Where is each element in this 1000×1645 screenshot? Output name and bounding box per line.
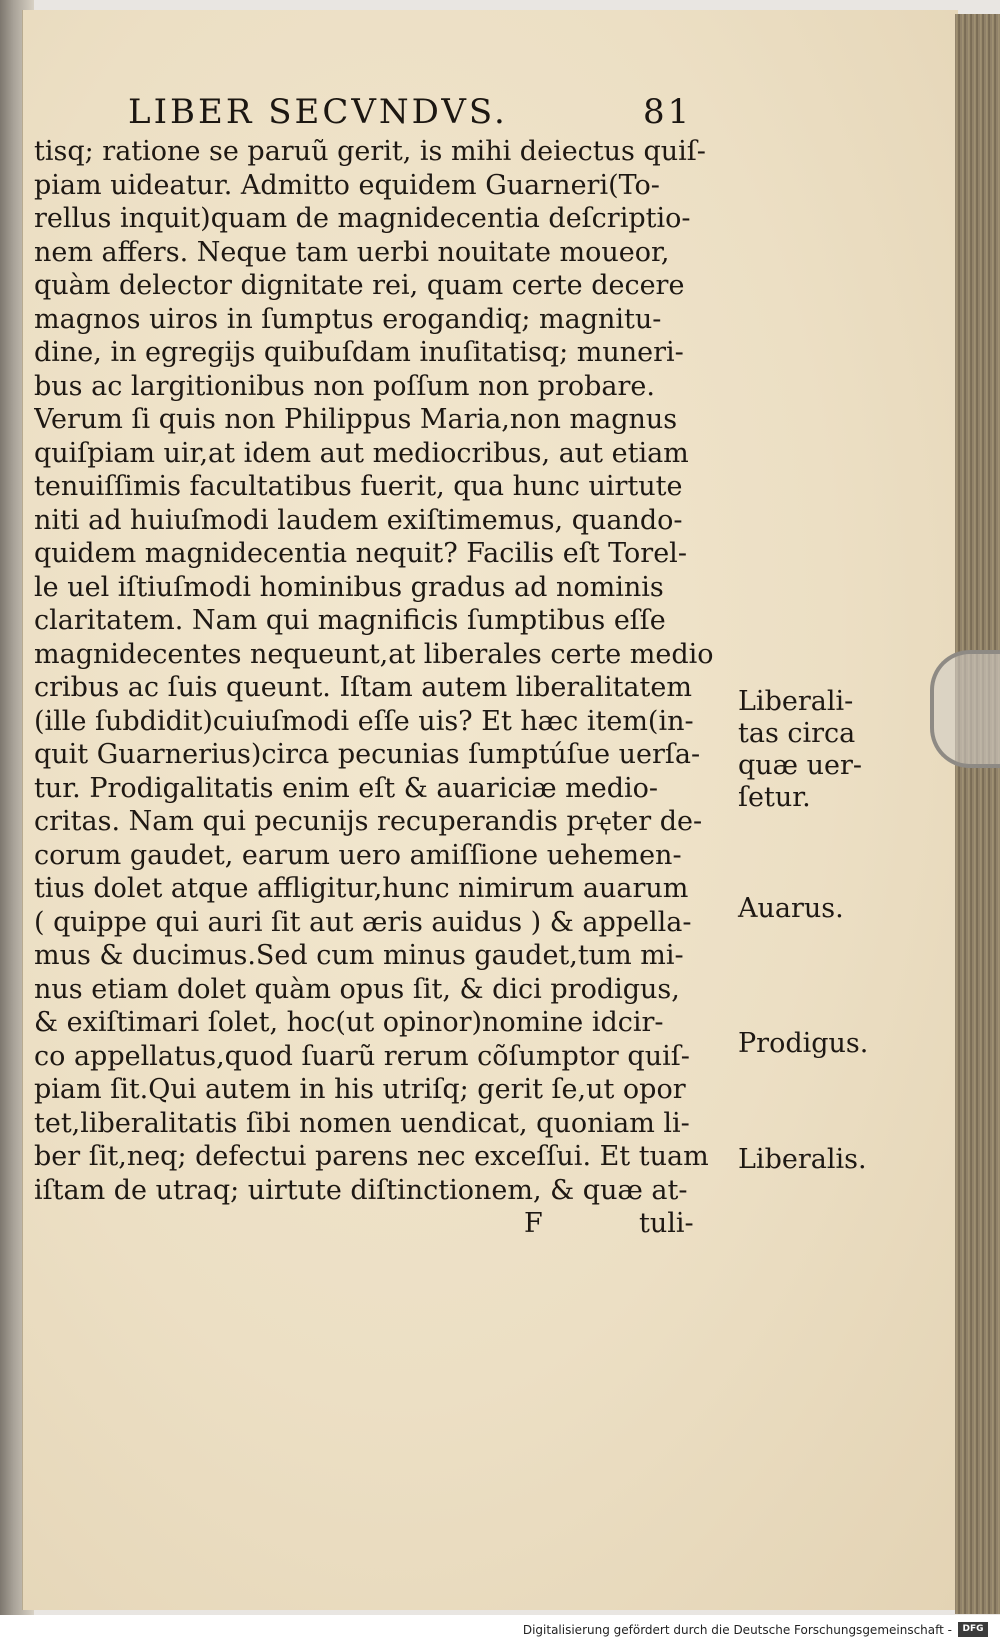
marginal-note-prodigus: Prodigus. [738,1028,869,1059]
text-line: mus & ducimus.Sed cum minus gaudet,tum mi- [34,940,684,971]
text-line: magnidecentes nequeunt,at liberales certe medio [34,638,714,670]
marginal-note-liberalis: Liberalis. [738,1144,867,1175]
marginal-line: quæ uer- [738,750,863,781]
marginal-note-auarus: Auarus. [738,893,844,924]
catchword: tuli- [639,1208,694,1239]
dfg-logo: DFG [958,1622,988,1637]
text-line: dine, in egregijs quibuſdam inuſitatisq; muneri- [34,337,684,368]
marginal-line: Liberali- [738,686,854,717]
marginal-line: ſetur. [738,782,811,813]
text-line: Verum ſi quis non Philippus Maria,non magnus [34,404,678,435]
text-line: magnos uiros in ſumptus erogandiq; magnitu- [34,303,662,335]
text-line: nus etiam dolet quàm opus ſit, & dici prodigus, [34,973,680,1005]
text-line: le uel iſtiuſmodi hominibus gradus ad nominis [34,571,664,603]
footer-bar [0,1615,1000,1645]
text-line: & exiſtimari ſolet, hoc(ut opinor)nomine idcir- [34,1007,664,1038]
page-edges [955,14,1000,1614]
text-line: iſtam de utraq; uirtute diſtinctionem, & quæ at- [34,1174,688,1206]
text-line: tur. Prodigalitatis enim eſt & auariciæ medio- [34,772,659,804]
text-line: tius dolet atque affligitur,hunc nimirum auarum [34,873,689,904]
book-clasp [930,650,1000,768]
text-line: quiſpiam uir,at idem aut mediocribus, aut etiam [34,437,689,469]
text-line: quit Guarnerius)circa pecunias ſumptúſue uerſa- [34,739,701,770]
text-line: piam ſit.Qui autem in his utriſq; gerit ſe,ut opor [34,1074,686,1105]
text-line: quidem magnidecentia nequit? Facilis eſt Torel- [34,538,687,569]
text-line: corum gaudet, earum uero amiſſione uehemen- [34,839,682,871]
running-title: LIBER SECVNDVS. [128,92,508,132]
text-line: piam uideatur. Admitto equidem Guarneri(To- [34,169,660,201]
text-line: tenuiſſimis facultatibus fuerit, qua hunc uirtute [34,471,683,502]
text-line: tet,liberalitatis ſibi nomen uendicat, quoniam li- [34,1107,690,1139]
digitization-credit: Digitalisierung gefördert durch die Deutsche Forschungsgemeinschaft - [522,1623,952,1637]
text-line: critas. Nam qui pecunijs recuperandis prҿter de- [34,806,703,837]
text-line: (ille ſubdidit)cuiuſmodi eſſe uis? Et hæc item(in- [34,705,694,737]
signature-line [34,1207,719,1241]
text-line: claritatem. Nam qui magnificis ſumptibus eſſe [34,605,666,636]
text-line: niti ad huiuſmodi laudem exiſtimemus, quando- [34,504,683,536]
text-line: bus ac largitionibus non poſſum non probare. [34,370,655,402]
text-line: quàm delector dignitate rei, quam certe decere [34,270,685,301]
text-line: co appellatus,quod ſuarũ rerum cõſumptor quiſ- [34,1040,690,1072]
text-line: nem affers. Neque tam uerbi nouitate moueor, [34,236,670,268]
text-line: ( quippe qui auri ſit aut æris auidus ) & appella- [34,906,692,938]
text-line: cribus ac ſuis queunt. Iſtam autem liberalitatem [34,672,692,703]
text-line: ber ſit,neq; defectui parens nec exceſſui. Et tuam [34,1141,709,1172]
marginal-note-liberalitas [738,686,938,814]
text-line: rellus inquit)quam de magnidecentia deſcriptio- [34,203,691,234]
text-line: tisq; ratione se paruũ gerit, is mihi deiectus quiſ- [34,136,706,167]
signature-mark: F [524,1208,543,1239]
marginal-line: tas circa [738,718,856,749]
page-number: 81 [643,92,693,132]
main-text [34,135,719,1241]
